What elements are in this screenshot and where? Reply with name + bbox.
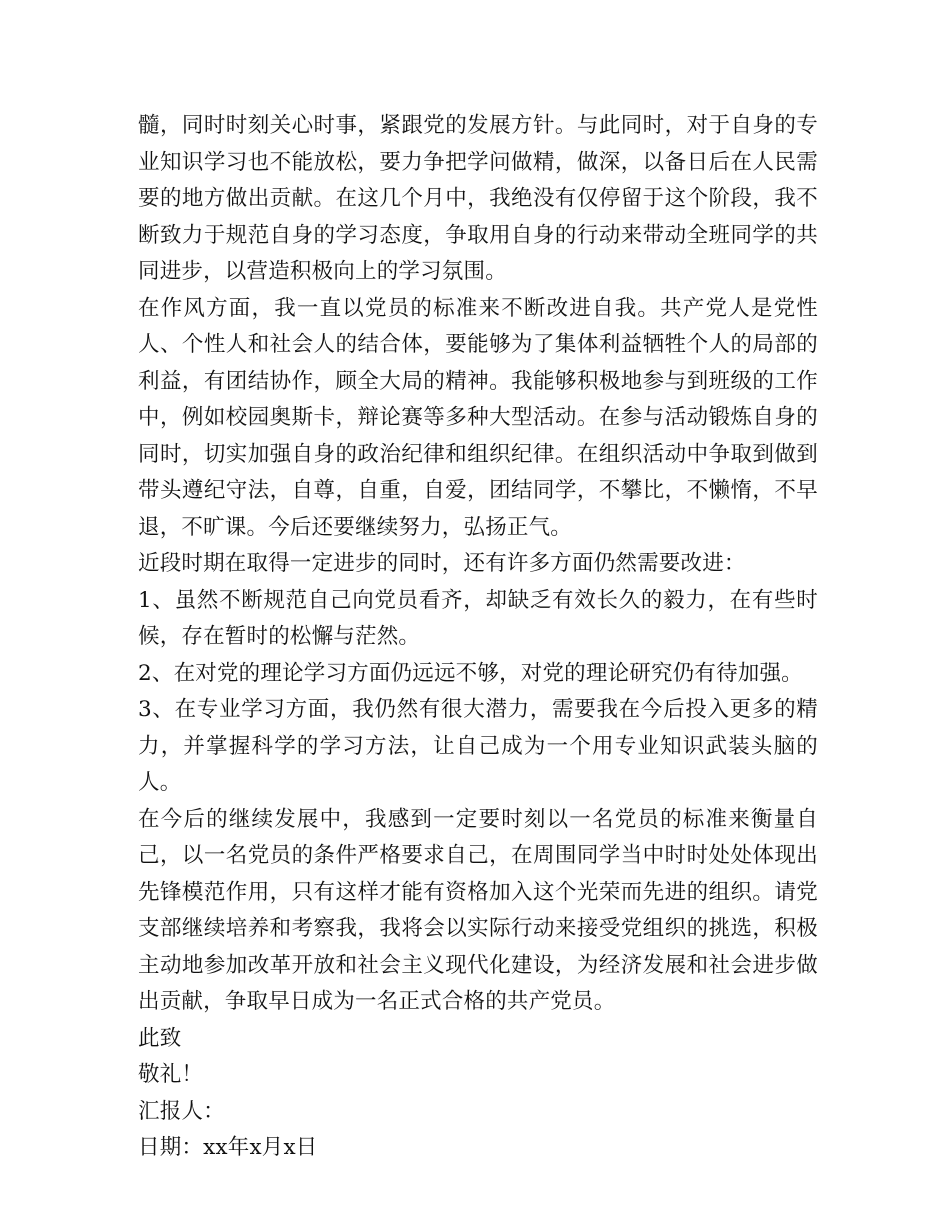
paragraph-point-1: 1、虽然不断规范自己向党员看齐，却缺乏有效长久的毅力，在有些时候，存在暂时的松懈与茫然。 bbox=[138, 587, 818, 649]
paragraph-point-3: 3、在专业学习方面，我仍然有很大潜力，需要我在今后投入更多的精力，并掌握科学的学习方法，让自己成为一个用专业知识武装头脑的人。 bbox=[138, 697, 818, 795]
paragraph-improvement-intro: 近段时期在取得一定进步的同时，还有许多方面仍然需要改进： bbox=[138, 551, 746, 576]
paragraph-point-2: 2、在对党的理论学习方面仍远远不够，对党的理论研究仍有待加强。 bbox=[138, 660, 803, 686]
closing-regards: 敬礼！ bbox=[138, 1062, 204, 1087]
paragraph-conduct: 在作风方面，我一直以党员的标准来不断改进自我。共产党人是党性人、个性人和社会人的结合体，要能够为了集体利益牺牲个人的局部的利益，有团结协作，顾全大局的精神。我能够积极地参与到班级的工作中，例如校园奥斯卡，辩论赛等多种大型活动。在参与活动锻炼自身的同时，切实加强自身的政治纪律和组织纪律。在组织活动中争取到做到带头遵纪守法，自尊，自重，自爱，团结同学，不攀比，不懒惰，不早退，不旷课。今后还要继续努力，弘扬正气。 bbox=[138, 295, 818, 540]
paragraph-future: 在今后的继续发展中，我感到一定要时刻以一名党员的标准来衡量自己，以一名党员的条件严格要求自己，在周围同学当中时时处处体现出先锋模范作用，只有这样才能有资格加入这个光荣而先进的组织。请党支部继续培养和考察我，我将会以实际行动来接受党组织的挑选，积极主动地参加改革开放和社会主义现代化建设，为经济发展和社会进步做出贡献，争取早日成为一名正式合格的共产党员。 bbox=[138, 806, 818, 1014]
paragraph-study: 髓，同时时刻关心时事，紧跟党的发展方针。与此同时，对于自身的专业知识学习也不能放松，要力争把学问做精，做深，以备日后在人民需要的地方做出贡献。在这几个月中，我绝没有仅停留于这个阶段，我不断致力于规范自身的学习态度，争取用自身的行动来带动全班同学的共同进步，以营造积极向上的学习氛围。 bbox=[138, 113, 818, 284]
date-line: 日期：xx年x月x日 bbox=[138, 1135, 318, 1160]
document-body bbox=[138, 108, 818, 1167]
reporter-label: 汇报人： bbox=[138, 1098, 225, 1124]
closing-salutation: 此致 bbox=[138, 1025, 182, 1051]
